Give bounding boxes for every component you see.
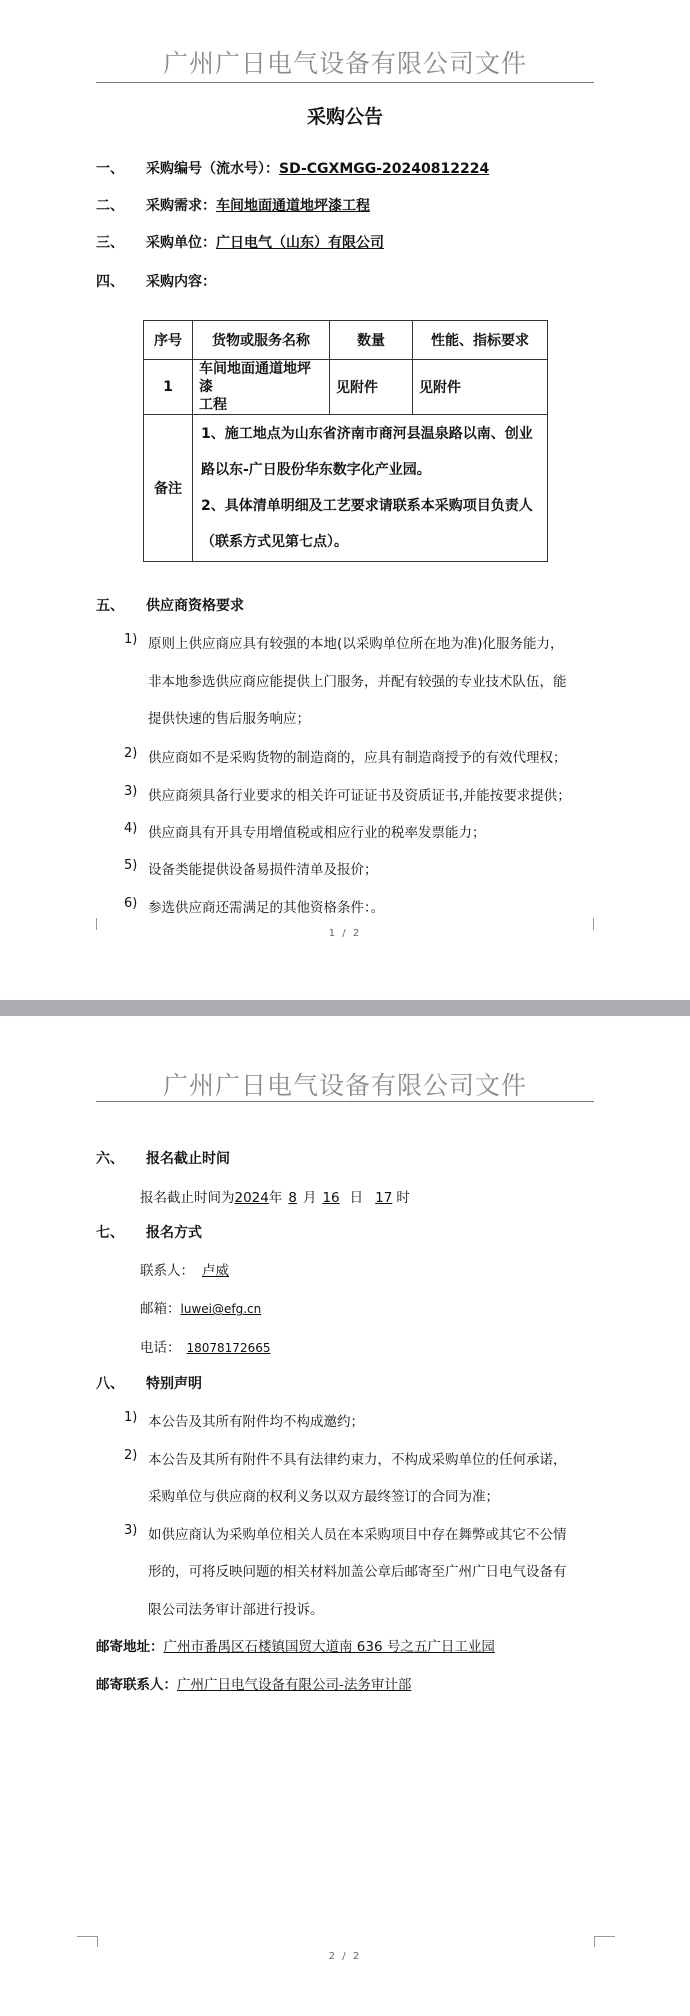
item-text-line: 本公告及其所有附件不具有法律约束力，不构成采购单位的任何承诺， (148, 1452, 567, 1468)
table-header-row (144, 321, 548, 360)
remark-line: 路以东-广日股份华东数字化产业园。 (201, 462, 431, 478)
document-page-1 (0, 0, 690, 1000)
item-number: 2) (124, 1448, 138, 1463)
table-header-cell: 货物或服务名称 (193, 321, 330, 360)
item-text-line: 参选供应商还需满足的其他资格条件：。 (148, 900, 385, 916)
page-number: 1 / 2 (328, 928, 362, 939)
item-text-line: 形的，可将反映问题的相关材料加盖公章后邮寄至广州广日电气设备有 (148, 1564, 567, 1580)
item-number: 6) (124, 896, 138, 911)
section-label-wrap (146, 195, 370, 215)
phone-line (140, 1336, 270, 1356)
section-number: 八、 (96, 1376, 124, 1392)
remark-line: 2、具体清单明细及工艺要求请联系本采购项目负责人 (201, 498, 533, 514)
remark-label: 备注 (144, 415, 193, 562)
item-text-line: 本公告及其所有附件均不构成邀约； (148, 1414, 364, 1430)
section-6 (0, 1148, 690, 1168)
procurement-number: SD-CGXMGG-20240812224 (279, 161, 490, 177)
table-header-cell: 性能、指标要求 (413, 321, 548, 360)
deadline-hour: 17 (375, 1190, 393, 1206)
deadline-month: 8 (288, 1190, 297, 1206)
item-name-line: 工程 (199, 397, 227, 413)
section-label: 采购单位： (146, 235, 216, 251)
item-number: 1) (124, 632, 138, 647)
procurement-unit: 广日电气（山东）有限公司 (216, 235, 384, 251)
table-row (144, 360, 548, 415)
item-text-line: 限公司法务审计部进行投诉。 (148, 1602, 324, 1618)
section-5 (0, 595, 690, 615)
item-number: 4) (124, 821, 138, 836)
section-1 (0, 158, 690, 178)
item-text-line: 原则上供应商应具有较强的本地(以采购单位所在地为准)化服务能力， (148, 636, 564, 652)
section-label: 报名方式 (146, 1225, 202, 1241)
mail-address-line (96, 1635, 495, 1655)
deadline-unit: 日 (349, 1190, 364, 1206)
section-label: 供应商资格要求 (146, 598, 244, 614)
section-number: 二、 (96, 198, 124, 214)
item-name-line: 车间地面通道地坪漆 (199, 361, 311, 395)
section-number: 五、 (96, 598, 124, 614)
header-divider (96, 82, 594, 83)
section-number: 一、 (96, 161, 124, 177)
mail-address-value: 广州市番禺区石楼镇国贸大道南 636 号之五广日工业园 (163, 1639, 495, 1655)
deadline-line (140, 1186, 410, 1206)
deadline-prefix: 报名截止时间为 (140, 1190, 235, 1206)
section-label: 报名截止时间 (146, 1151, 230, 1167)
procurement-demand: 车间地面通道地坪漆工程 (216, 198, 370, 214)
procurement-table (143, 320, 548, 562)
item-text-line: 提供快速的售后服务响应； (148, 711, 310, 727)
item-text-line: 如供应商认为采购单位相关人员在本采购项目中存在舞弊或其它不公情 (148, 1527, 567, 1543)
remark-cell (193, 415, 548, 562)
document-header-title: 广州广日电气设备有限公司文件 (162, 49, 527, 78)
section-label: 采购编号（流水号）： (146, 161, 279, 177)
email-line (140, 1297, 265, 1317)
contact-line (140, 1259, 247, 1279)
item-number: 5) (124, 858, 138, 873)
document-page-2 (0, 1016, 690, 2016)
deadline-unit: 时 (396, 1190, 410, 1206)
remark-line: （联系方式见第七点）。 (201, 534, 348, 550)
section-label-wrap (146, 232, 384, 252)
item-text-line: 供应商如不是采购货物的制造商的，应具有制造商授予的有效代理权； (148, 750, 567, 766)
header-divider (96, 1101, 594, 1102)
item-name-cell (193, 360, 330, 415)
table-header-cell: 序号 (144, 321, 193, 360)
section-label-wrap (146, 158, 489, 178)
section-3 (0, 232, 690, 252)
section-8 (0, 1373, 690, 1393)
section-2 (0, 195, 690, 215)
item-number: 3) (124, 784, 138, 799)
section-number: 三、 (96, 235, 124, 251)
spec-cell: 见附件 (413, 360, 548, 415)
email-value: luwei@efg.cn (180, 1302, 262, 1316)
mail-contact-line (96, 1673, 411, 1693)
item-text-line: 设备类能提供设备易损件清单及报价； (148, 862, 378, 878)
email-label: 邮箱： (140, 1301, 181, 1317)
section-7 (0, 1222, 690, 1242)
section-label: 采购需求： (146, 198, 216, 214)
deadline-unit: 年 (268, 1190, 283, 1206)
phone-value: 18078172665 (186, 1341, 271, 1355)
item-number: 1) (124, 1410, 138, 1425)
mail-address-label: 邮寄地址： (96, 1639, 164, 1655)
page-corner-mark (77, 1936, 98, 1947)
item-text-line: 非本地参选供应商应能提供上门服务，并配有较强的专业技术队伍，能 (148, 674, 567, 690)
contact-label: 联系人： (140, 1263, 194, 1279)
contact-value: 卢威 (202, 1263, 229, 1279)
remark-line: 1、施工地点为山东省济南市商河县温泉路以南、创业 (201, 426, 533, 442)
document-header-title: 广州广日电气设备有限公司文件 (162, 1071, 527, 1100)
section-4 (0, 271, 690, 291)
quantity-cell: 见附件 (330, 360, 413, 415)
page-separator (0, 1000, 690, 1016)
mail-contact-label: 邮寄联系人： (96, 1677, 177, 1693)
page-number: 2 / 2 (328, 1951, 362, 1962)
section-label: 特别声明 (146, 1376, 202, 1392)
item-number: 2) (124, 746, 138, 761)
notice-title: 采购公告 (306, 106, 383, 128)
row-number: 1 (144, 360, 193, 415)
table-header-cell: 数量 (330, 321, 413, 360)
mail-contact-value: 广州广日电气设备有限公司-法务审计部 (177, 1677, 412, 1693)
page-corner-mark (594, 1936, 615, 1947)
table-remark-row (144, 415, 548, 562)
section-number: 四、 (96, 274, 124, 290)
item-text-line: 供应商须具备行业要求的相关许可证证书及资质证书,并能按要求提供； (148, 788, 571, 804)
item-number: 3) (124, 1523, 138, 1538)
deadline-year: 2024 (234, 1190, 269, 1206)
section-label: 采购内容： (146, 274, 216, 290)
deadline-unit: 月 (302, 1190, 317, 1206)
section-number: 七、 (96, 1225, 124, 1241)
section-number: 六、 (96, 1151, 124, 1167)
item-text-line: 供应商具有开具专用增值税或相应行业的税率发票能力； (148, 825, 486, 841)
deadline-day: 16 (322, 1190, 340, 1206)
phone-label: 电话： (140, 1340, 181, 1356)
item-text-line: 采购单位与供应商的权利义务以双方最终签订的合同为准； (148, 1489, 499, 1505)
